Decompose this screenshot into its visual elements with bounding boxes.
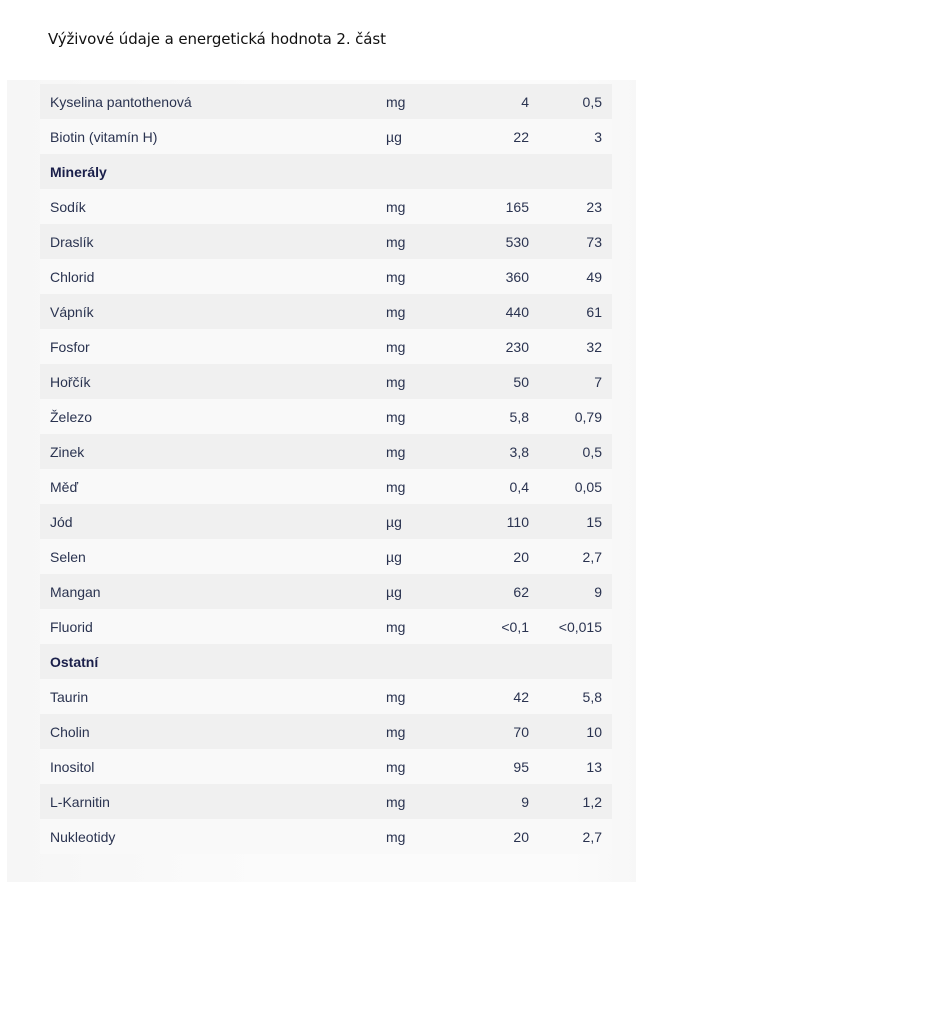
table-row [40,574,612,609]
section-header-row [40,154,612,189]
nutrient-name: Železo [50,409,93,425]
value-per-100ml: <0,015 [558,619,602,635]
unit-cell: mg [386,829,406,845]
table-row [40,364,612,399]
table-row [40,294,612,329]
value-per-100g: 3,8 [509,444,529,460]
unit-cell: µg [386,514,402,530]
nutrient-name: Draslík [50,234,94,250]
unit-cell: mg [386,479,406,495]
nutrient-name: Sodík [50,199,86,215]
nutrient-name: Nukleotidy [50,829,116,845]
value-per-100g: 0,4 [509,479,529,495]
page-title: Výživové údaje a energetická hodnota 2. část [48,30,386,48]
table-row [40,119,612,154]
value-per-100g: 530 [505,234,529,250]
unit-cell: mg [386,269,406,285]
value-per-100ml: 73 [586,234,602,250]
value-per-100ml: 3 [594,129,602,145]
nutrient-name: Mangan [50,584,101,600]
table-row [40,84,612,119]
table-row [40,539,612,574]
nutrient-name: Chlorid [50,269,95,285]
nutrient-name: Selen [50,549,86,565]
table-row [40,819,612,854]
value-per-100g: 4 [521,94,529,110]
value-per-100g: 95 [513,759,529,775]
table-row [40,259,612,294]
nutrient-name: Kyselina pantothenová [50,94,192,110]
value-per-100g: 62 [513,584,529,600]
value-per-100ml: 49 [586,269,602,285]
value-per-100g: 360 [505,269,529,285]
table-row [40,784,612,819]
unit-cell: mg [386,759,406,775]
unit-cell: mg [386,689,406,705]
unit-cell: mg [386,444,406,460]
value-per-100ml: 0,5 [582,94,602,110]
value-per-100ml: 9 [594,584,602,600]
table-row [40,434,612,469]
table-row [40,679,612,714]
value-per-100ml: 7 [594,374,602,390]
section-title: Minerály [50,164,107,180]
value-per-100ml: 2,7 [582,829,602,845]
value-per-100g: 110 [506,514,529,530]
table-row [40,469,612,504]
unit-cell: µg [386,129,402,145]
nutrient-name: Inositol [50,759,95,775]
table-row [40,504,612,539]
nutrient-name: Fosfor [50,339,90,355]
unit-cell: mg [386,794,406,810]
section-title: Ostatní [50,654,99,670]
value-per-100g: 22 [513,129,529,145]
value-per-100ml: 23 [586,199,602,215]
value-per-100g: 50 [513,374,529,390]
table-row [40,714,612,749]
nutrition-table [40,84,612,854]
table-row [40,189,612,224]
value-per-100g: 440 [505,304,529,320]
table-row [40,609,612,644]
unit-cell: mg [386,199,406,215]
value-per-100g: 42 [513,689,529,705]
value-per-100g: 20 [513,549,529,565]
value-per-100ml: 13 [586,759,602,775]
value-per-100g: 70 [513,724,529,740]
nutrient-name: Vápník [50,304,94,320]
nutrient-name: Zinek [50,444,85,460]
section-header-row [40,644,612,679]
unit-cell: mg [386,94,406,110]
value-per-100g: 20 [513,829,529,845]
value-per-100ml: 10 [586,724,602,740]
value-per-100ml: 32 [586,339,602,355]
value-per-100ml: 0,05 [574,479,602,495]
value-per-100g: 165 [505,199,529,215]
table-row [40,224,612,259]
nutrient-name: Měď [50,479,79,495]
value-per-100ml: 5,8 [582,689,602,705]
value-per-100ml: 0,79 [574,409,602,425]
unit-cell: µg [386,584,402,600]
value-per-100ml: 2,7 [582,549,602,565]
table-row [40,329,612,364]
unit-cell: mg [386,234,406,250]
value-per-100ml: 61 [586,304,602,320]
value-per-100ml: 1,2 [582,794,602,810]
unit-cell: mg [386,304,406,320]
nutrient-name: Biotin (vitamín H) [50,129,158,145]
unit-cell: µg [386,549,402,565]
unit-cell: mg [386,374,406,390]
nutrient-name: Hořčík [50,374,91,390]
nutrient-name: Fluorid [50,619,93,635]
unit-cell: mg [386,409,406,425]
value-per-100ml: 0,5 [582,444,602,460]
nutrient-name: Jód [50,514,73,530]
unit-cell: mg [386,339,406,355]
value-per-100g: <0,1 [501,619,529,635]
table-row [40,399,612,434]
value-per-100g: 5,8 [509,409,529,425]
unit-cell: mg [386,619,406,635]
value-per-100ml: 15 [586,514,602,530]
nutrient-name: L-Karnitin [50,794,110,810]
unit-cell: mg [386,724,406,740]
table-row [40,749,612,784]
value-per-100g: 9 [521,794,529,810]
nutrient-name: Cholin [50,724,90,740]
nutrient-name: Taurin [50,689,89,705]
value-per-100g: 230 [505,339,529,355]
